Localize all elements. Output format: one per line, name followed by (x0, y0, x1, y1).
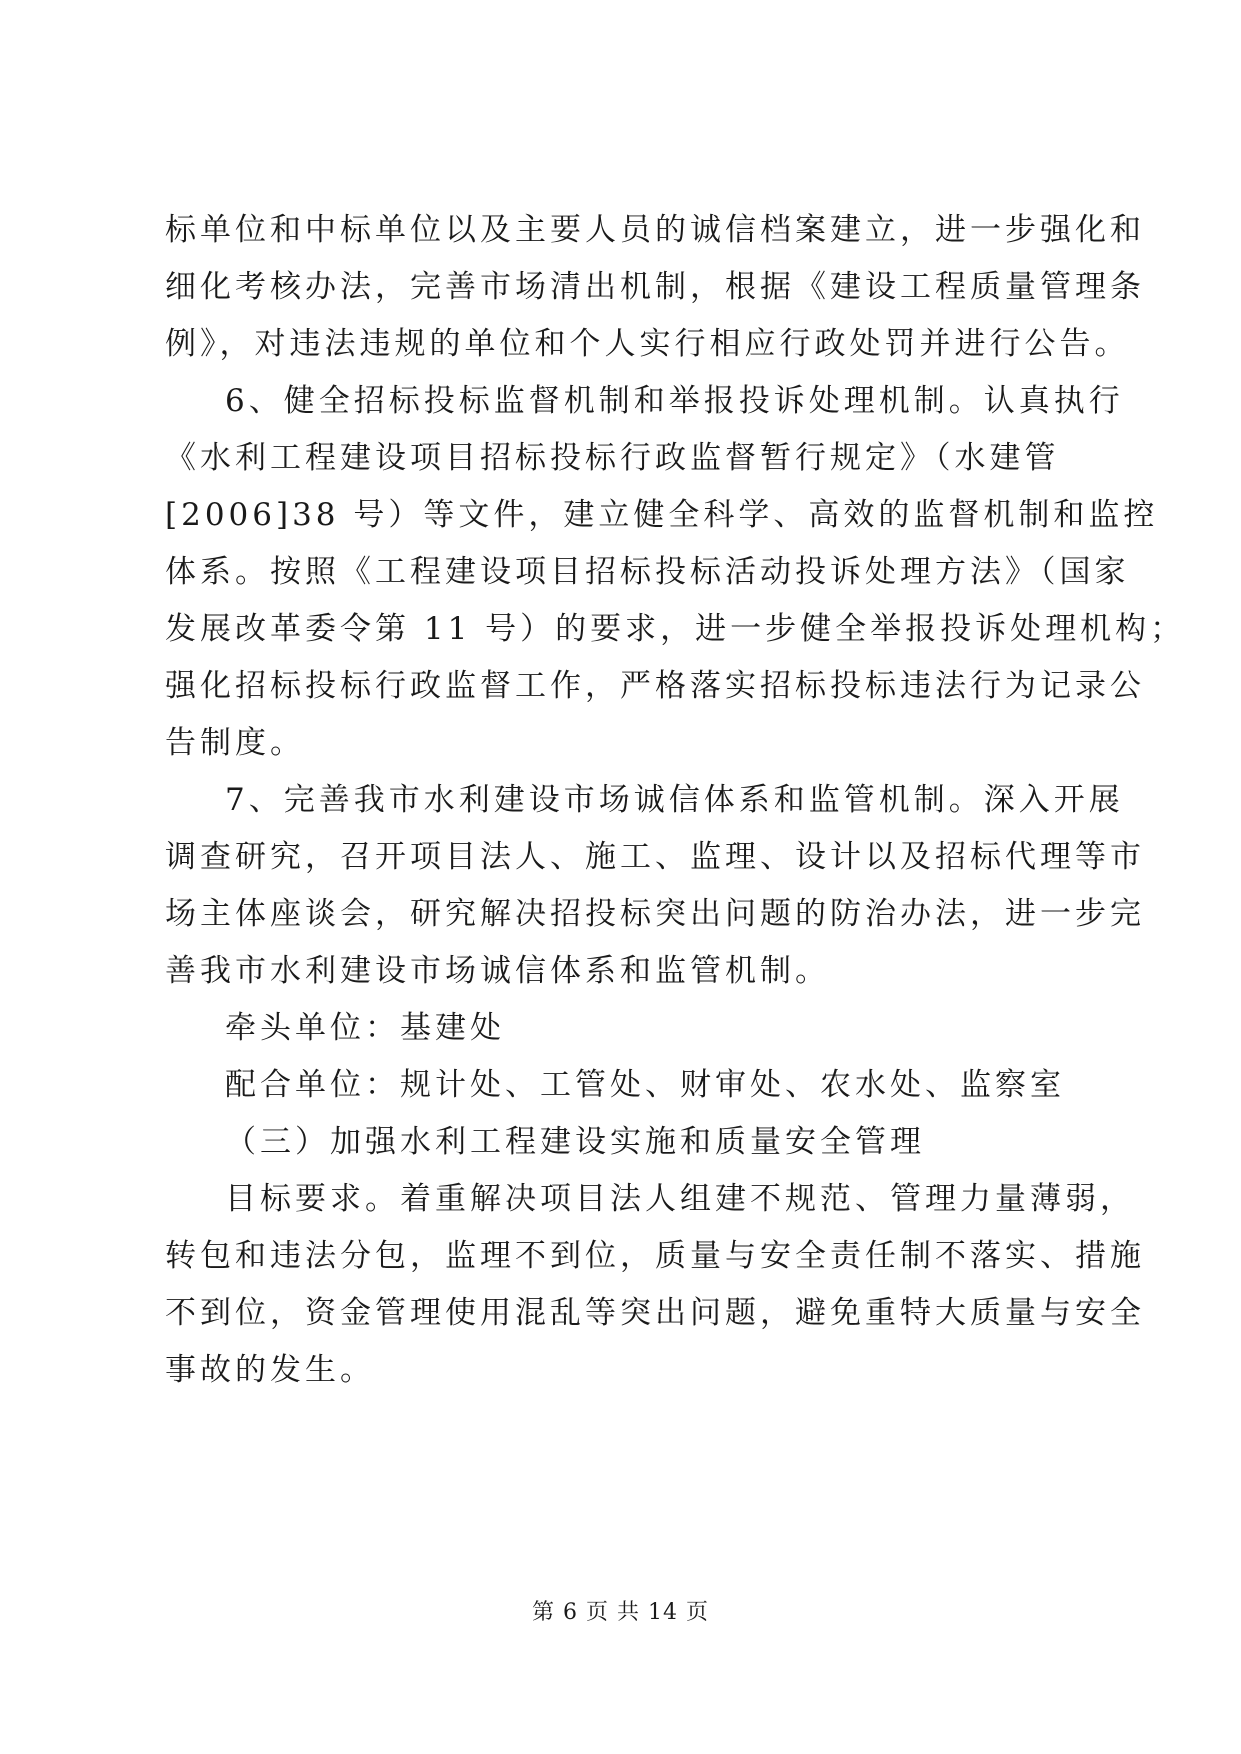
body-text-line: 细化考核办法，完善市场清出机制，根据《建设工程质量管理条 (165, 269, 1145, 305)
section-heading: （三）加强水利工程建设实施和质量安全管理 (225, 1124, 925, 1160)
body-text-line: [2006]38 号）等文件，建立健全科学、高效的监督机制和监控 (165, 497, 1159, 533)
body-text-line: 告制度。 (165, 725, 305, 761)
body-text-line: 转包和违法分包，监理不到位，质量与安全责任制不落实、措施 (165, 1238, 1145, 1274)
page-footer: 第 6 页 共 14 页 (532, 1600, 709, 1625)
body-text-line: 强化招标投标行政监督工作，严格落实招标投标违法行为记录公 (165, 668, 1145, 704)
body-text-line: 场主体座谈会，研究解决招投标突出问题的防治办法，进一步完 (165, 896, 1145, 932)
body-text-line: 例》，对违法违规的单位和个人实行相应行政处罚并进行公告。 (165, 326, 1130, 362)
body-text-line: 调查研究，召开项目法人、施工、监理、设计以及招标代理等市 (165, 839, 1145, 875)
body-text-line: 事故的发生。 (165, 1352, 375, 1388)
body-text-line: 不到位，资金管理使用混乱等突出问题，避免重特大质量与安全 (165, 1295, 1145, 1331)
cooperating-units-line: 配合单位：规计处、工管处、财审处、农水处、监察室 (225, 1067, 1065, 1103)
lead-unit-line: 牵头单位：基建处 (225, 1010, 505, 1046)
body-text-line: 发展改革委令第 11 号）的要求，进一步健全举报投诉处理机构； (165, 611, 1186, 647)
body-text-line: 体系。按照《工程建设项目招标投标活动投诉处理方法》（国家 (165, 554, 1130, 590)
body-text-line: 目标要求。着重解决项目法人组建不规范、管理力量薄弱， (225, 1181, 1135, 1217)
body-text-line: 标单位和中标单位以及主要人员的诚信档案建立，进一步强化和 (165, 212, 1145, 248)
body-text-line: 7、完善我市水利建设市场诚信体系和监管机制。深入开展 (225, 782, 1124, 818)
body-text-line: 善我市水利建设市场诚信体系和监管机制。 (165, 953, 830, 989)
body-text-line: 6、健全招标投标监督机制和举报投诉处理机制。认真执行 (225, 383, 1124, 419)
body-text-line: 《水利工程建设项目招标投标行政监督暂行规定》（水建管 (165, 440, 1060, 476)
